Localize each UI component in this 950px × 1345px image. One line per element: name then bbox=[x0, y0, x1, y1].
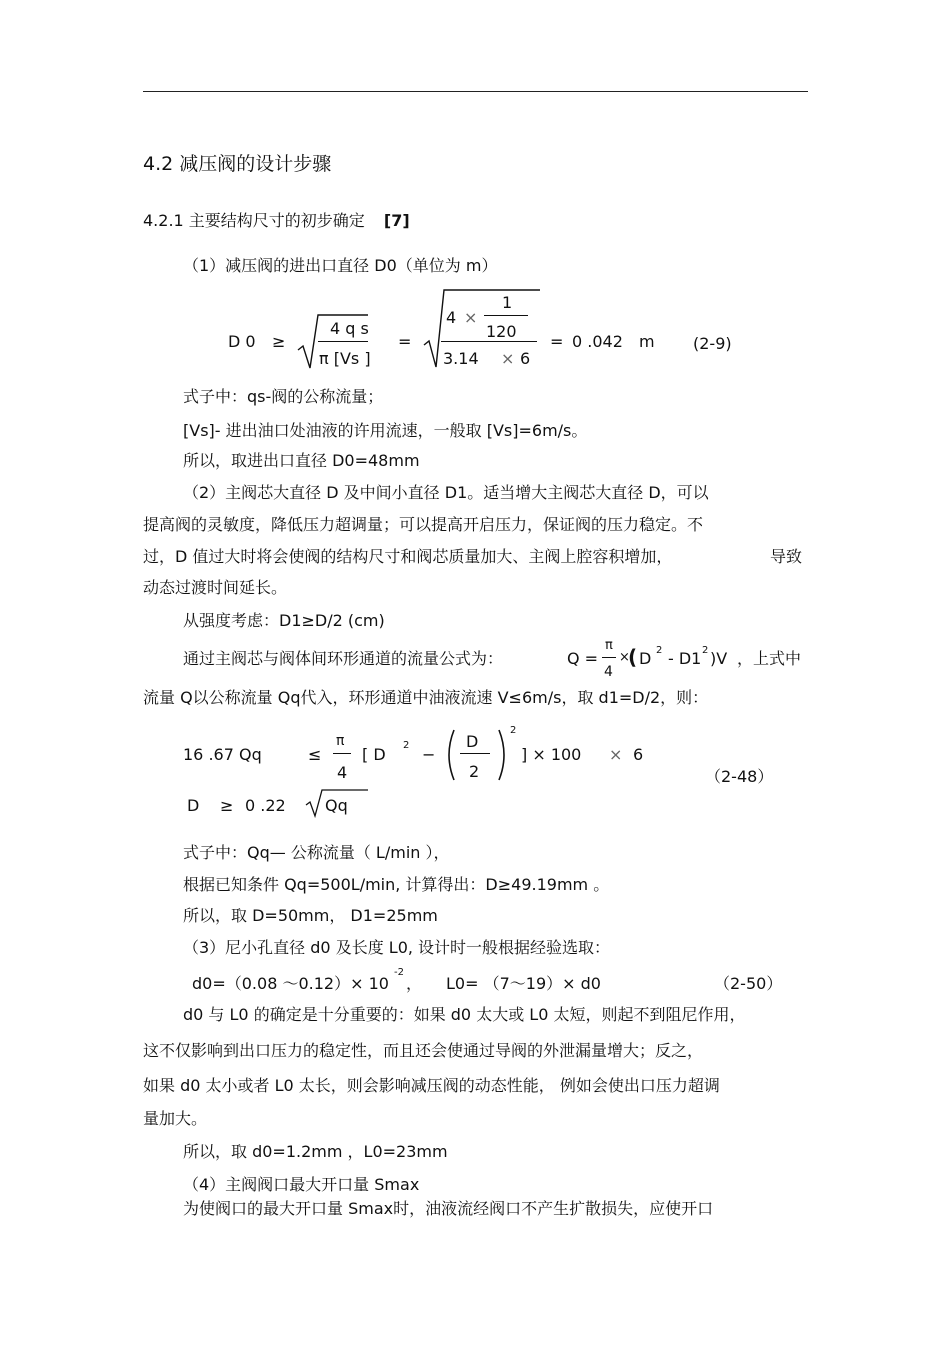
step3-line-4: 量加大。 bbox=[143, 1109, 208, 1128]
equals-sign: = bbox=[398, 332, 412, 351]
flow-q: Q = bbox=[567, 649, 599, 668]
step3-line-3: 如果 d0 太小或者 L0 太长，则会影响减压阀的动态性能， 例如会使出口压力超调 bbox=[143, 1076, 720, 1095]
f248-two: 2 bbox=[469, 762, 480, 781]
flow-after: ，上式中 bbox=[737, 649, 802, 668]
f248-sup: 2 bbox=[403, 740, 410, 751]
subsection-title-text: 4.2.1 主要结构尺寸的初步确定 bbox=[143, 211, 365, 230]
f250-left: d0=（0.08 ～0.12）× 10 bbox=[192, 974, 389, 993]
f248-sup-2: 2 bbox=[510, 725, 517, 736]
times-symbol: × bbox=[464, 308, 478, 327]
flow-tail: )V bbox=[710, 649, 728, 668]
f248-minus: − bbox=[422, 745, 436, 764]
geq-symbol: ≥ bbox=[272, 332, 286, 351]
flow-four: 4 bbox=[604, 664, 613, 680]
outer-denominator: 3.14 bbox=[443, 349, 479, 368]
equation-number-2-50: （2-50） bbox=[714, 974, 783, 993]
subsection-title bbox=[143, 208, 410, 231]
inner-denominator: 120 bbox=[486, 322, 517, 341]
reference-link[interactable]: [7] bbox=[383, 211, 410, 230]
flow-pi: π bbox=[605, 638, 613, 653]
step3-heading: （3）尼小孔直径 d0 及长度 L0, 设计时一般根据经验选取： bbox=[183, 938, 611, 957]
inner-numerator: 1 bbox=[502, 293, 513, 312]
fraction-bar bbox=[318, 341, 368, 342]
step3-line-1: d0 与 L0 的确定是十分重要的：如果 d0 太大或 L0 太短，则起不到阻尼作用， bbox=[183, 1005, 746, 1024]
header-rule bbox=[143, 91, 808, 92]
flow-d: D bbox=[639, 649, 652, 668]
flow-formula-intro: 通过主阀芯与阀体间环形通道的流量公式为： bbox=[183, 649, 504, 668]
inner-fraction-bar bbox=[484, 315, 528, 316]
step3-result: 所以，取 d0=1.2mm ，L0=23mm bbox=[183, 1142, 448, 1161]
flow-line-2: 流量 Q以公称流量 Qq代入，环形通道中油液流速 V≤6m/s，取 d1=D/2，则： bbox=[143, 688, 709, 707]
leq-symbol: ≤ bbox=[308, 745, 322, 764]
f248-bracket: [ D bbox=[362, 745, 386, 764]
equation-number-2-48: （2-48） bbox=[705, 767, 774, 786]
times-symbol-2: × bbox=[501, 349, 515, 368]
flow-minus-d1: - D1 bbox=[668, 649, 702, 668]
fd-coef: 0 .22 bbox=[245, 796, 286, 815]
step2-known: 根据已知条件 Qq=500L/min, 计算得出：D≥49.19mm 。 bbox=[183, 875, 610, 894]
fd-radicand: Qq bbox=[325, 796, 348, 815]
f250-exp: -2 bbox=[394, 967, 404, 978]
step1-where: 式子中：qs-阀的公称流量； bbox=[183, 387, 384, 406]
f248-lhs: 16 .67 Qq bbox=[183, 745, 262, 764]
f248-d: D bbox=[466, 732, 479, 751]
formula-unit: m bbox=[639, 332, 655, 351]
formula-four: 4 bbox=[446, 308, 457, 327]
step3-line-2: 这不仅影响到出口压力的稳定性，而且还会使通过导阀的外泄漏量增大；反之， bbox=[143, 1041, 704, 1060]
strength-condition: 从强度考虑：D1≥D/2 (cm) bbox=[183, 611, 385, 630]
flow-sup-2: 2 bbox=[702, 645, 709, 656]
f248-fraction-bar bbox=[333, 753, 351, 754]
step2-line-2: 提高阀的灵敏度，降低压力超调量；可以提高开启压力，保证阀的压力稳定。不 bbox=[143, 515, 704, 534]
f250-right: L0= （7～19）× d0 bbox=[446, 974, 601, 993]
step2-line-3: 过，D 值过大时将会使阀的结构尺寸和阀芯质量加大、主阀上腔容积增加， bbox=[143, 547, 673, 566]
equation-number: (2-9) bbox=[693, 334, 732, 353]
step2-where: 式子中：Qq— 公称流量（ L/min ）， bbox=[183, 843, 450, 862]
step4-line-1: 为使阀口的最大开口量 Smax时，油液流经阀口不产生扩散损失，应使开口 bbox=[183, 1199, 714, 1218]
step4-heading: （4）主阀阀口最大开口量 Smax bbox=[183, 1175, 420, 1194]
fraction-numerator: 4 q s bbox=[330, 319, 369, 338]
f248-inner-bar bbox=[460, 753, 490, 754]
flow-times: × bbox=[619, 650, 630, 665]
outer-fraction-bar bbox=[441, 341, 537, 342]
f248-six: 6 bbox=[633, 745, 644, 764]
flow-paren: ( bbox=[628, 645, 638, 669]
f248-pi: π bbox=[336, 733, 345, 749]
equals-sign-2: = bbox=[550, 332, 564, 351]
f248-tail: ] × 100 bbox=[521, 745, 582, 764]
step1-vs: [Vs]- 进出油口处油液的许用流速，一般取 [Vs]=6m/s。 bbox=[183, 421, 588, 440]
fd-lhs: D bbox=[187, 796, 200, 815]
section-title: 4.2 减压阀的设计步骤 bbox=[143, 153, 332, 175]
fd-geq: ≥ bbox=[220, 796, 234, 815]
f248-four: 4 bbox=[337, 763, 348, 782]
step2-result: 所以，取 D=50mm， D1=25mm bbox=[183, 906, 438, 925]
step2-line-4: 动态过渡时间延长。 bbox=[143, 578, 288, 597]
f248-times: × bbox=[609, 745, 623, 764]
flow-sup: 2 bbox=[656, 645, 663, 656]
formula-lhs: D 0 bbox=[228, 332, 256, 351]
flow-fraction-bar bbox=[602, 657, 616, 658]
step1-heading: （1）减压阀的进出口直径 D0（单位为 m） bbox=[183, 256, 498, 275]
step2-line-1: （2）主阀芯大直径 D 及中间小直径 D1。适当增大主阀芯大直径 D，可以 bbox=[183, 483, 709, 502]
step1-result: 所以，取进出口直径 D0=48mm bbox=[183, 451, 420, 470]
f250-separator: ， bbox=[406, 974, 423, 993]
fraction-denominator: π [Vs ] bbox=[319, 349, 371, 368]
outer-denominator-six: 6 bbox=[520, 349, 531, 368]
step2-line-3-end: 导致 bbox=[770, 547, 803, 566]
formula-result: 0 .042 bbox=[572, 332, 623, 351]
